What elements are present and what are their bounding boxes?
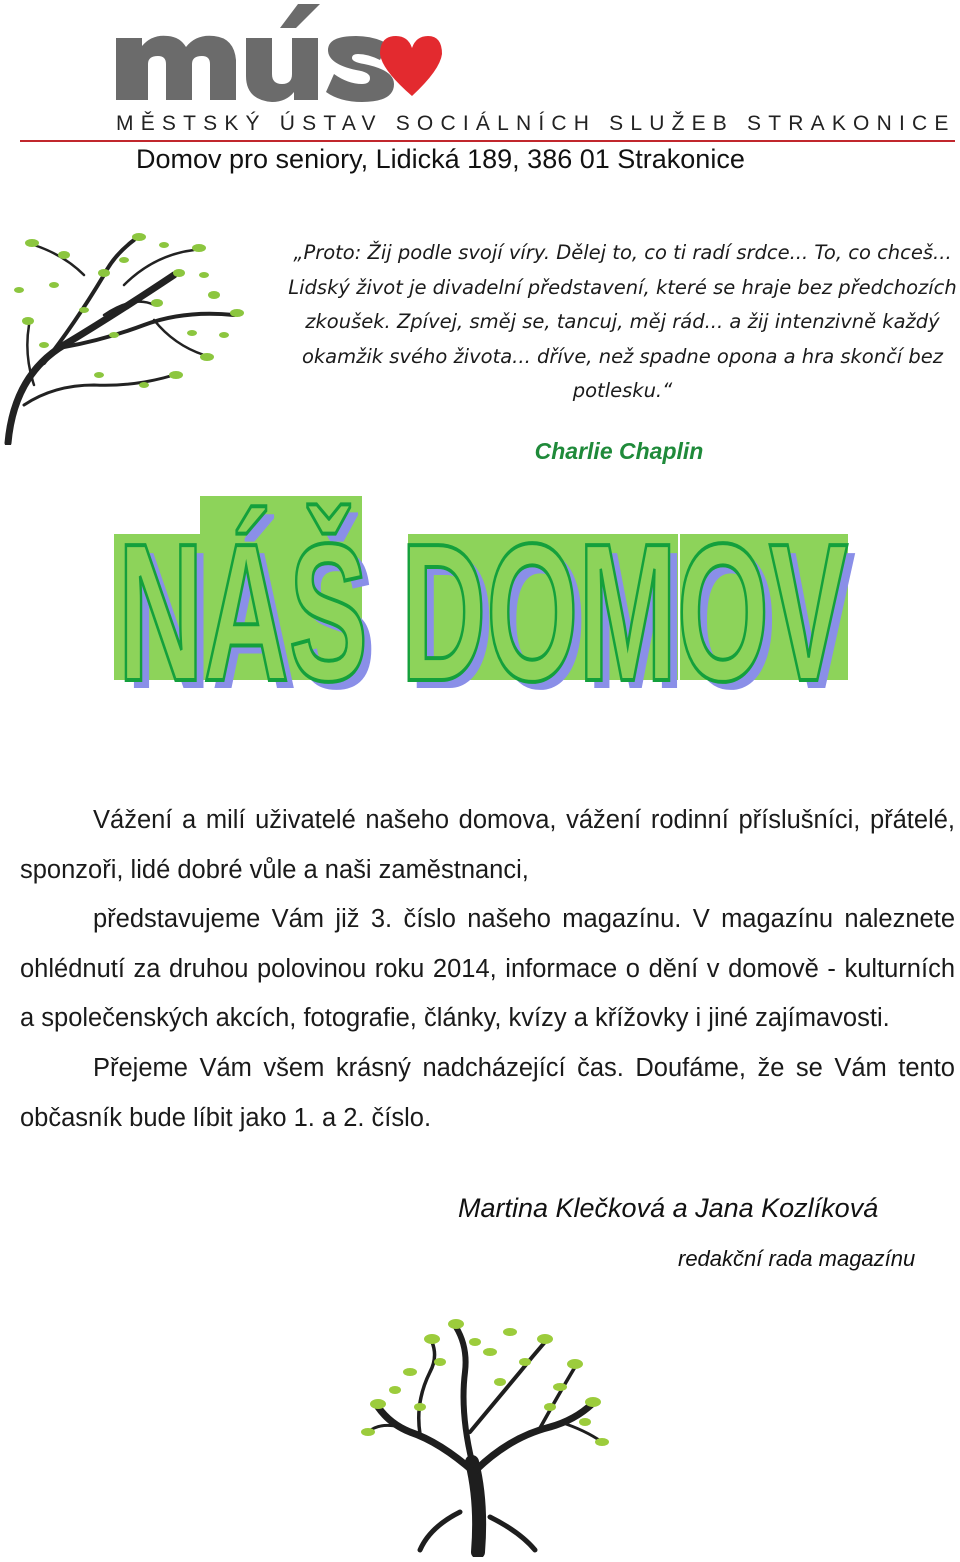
quote-line: potlesku.“ [572,379,673,402]
header-divider [20,140,955,142]
signature-names: Martina Klečková a Jana Kozlíková [458,1193,879,1223]
greeting: Vážení a milí uživatelé našeho domova, vážení rodinní příslušníci, přátelé, sponzoři, lidé dobré vůle a naši zaměstnanci, [20,806,955,884]
page-title-shadow: NÁŠ DOMOV [126,511,856,700]
signature-role: redakční rada magazínu [678,1246,916,1271]
logo-letter-m [116,36,236,100]
quote-line: okamžik svého života... dříve, než spadne opona a hra skončí bez [301,344,944,368]
tree-icon [360,1312,610,1557]
page-title-text: NÁŠ DOMOV [118,503,848,700]
paragraph: představujeme Vám již 3. číslo našeho magazínu. V magazínu naleznete ohlédnutí za druhou polovinou roku 2014, informace o dění v domově - kulturních a společenských akcích, fotografie, články, kvízy a křížovky i jiné zajímavosti. [20,905,955,1033]
tree-branch-icon [4,215,249,445]
quote [270,236,960,409]
quote-author: Charlie Chaplin [534,438,704,464]
address: Domov pro seniory, Lidická 189, 386 01 Strakonice [136,144,745,174]
paragraph: Přejeme Vám všem krásný nadcházející čas. Doufáme, že se Vám tento občasník bude líbit jako 1. a 2. číslo. [20,1053,955,1132]
logo-accent [280,4,320,28]
logo-subtitle: MĚSTSKÝ ÚSTAV SOCIÁLNÍCH SLUŽEB STRAKONICE [116,112,956,135]
intro-text [20,796,955,1143]
page-title [108,490,868,700]
logo-letter-u [246,38,318,102]
quote-line: zkoušek. Zpívej, směj se, tancuj, měj rád... a žij intenzivně každý [305,310,940,333]
quote-line: „Proto: Žij podle svojí víry. Dělej to, co ti radí srdce... To, co chceš... [293,241,952,264]
quote-line: Lidský život je divadelní představení, které se hraje bez předchozích [288,275,957,299]
logo [112,0,442,108]
